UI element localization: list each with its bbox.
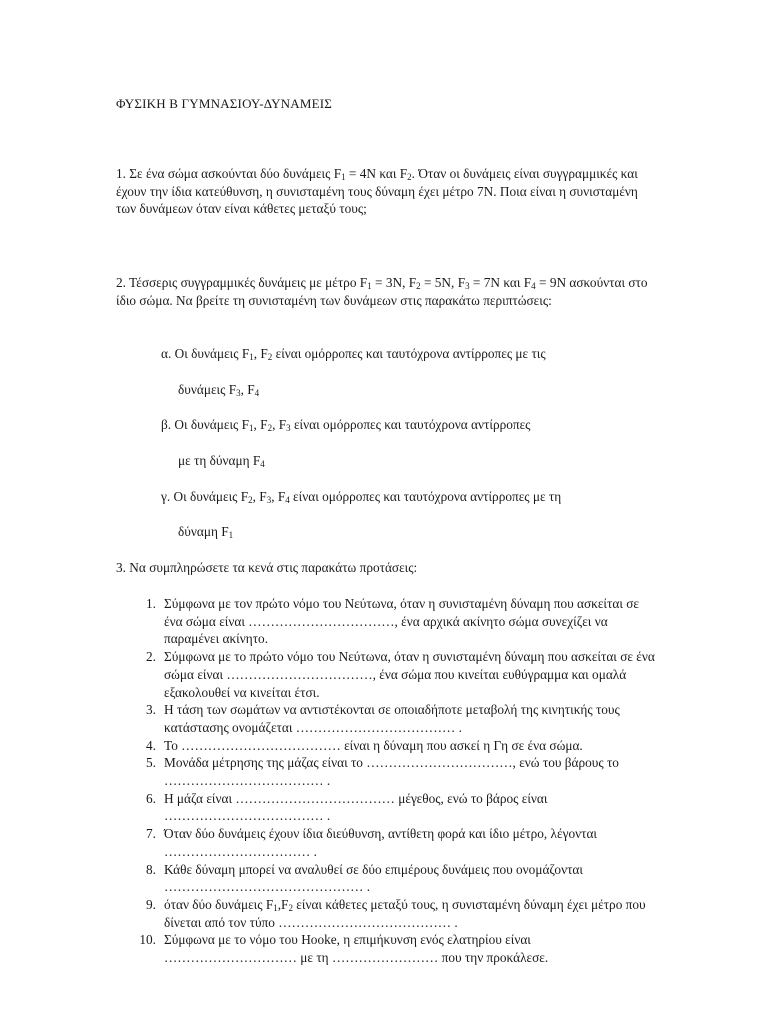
list-item: 2. Σύμφωνα με το πρώτο νόμο του Νεύτωνα, όταν η συνισταμένη δύναμη που ασκείται σε ένα σώμα είναι ……………………………, ένα σώμα που κινείται ευθύγραμμα και ομαλά εξακολουθεί να κινείται έτσι.	[146, 649, 655, 700]
question-3-heading: 3. Να συμπληρώσετε τα κενά στις παρακάτω προτάσεις:	[116, 560, 418, 575]
list-item: 3. Η τάση των σωμάτων να αντιστέκονται σε οποιαδήποτε μεταβολή της κινητικής τους κατάστασης ονομάζεται ……………………………… .	[146, 702, 620, 735]
case-b-line1: β. Οι δυνάμεις $F_1$, $F_2$, $F_3$ είναι ομόρροπες και ταυτόχρονα αντίρροπες	[161, 417, 531, 433]
case-a-line2: δυνάμεις $F_3$, $F_4$	[178, 382, 260, 398]
list-item: 4. Το ……………………………… είναι η δύναμη που ασκεί η Γη σε ένα σώμα.	[146, 737, 583, 753]
list-item: 7. Όταν δύο δυνάμεις έχουν ίδια διεύθυνση, αντίθετη φορά και ίδιο μέτρο, λέγονται …………………………… .	[146, 826, 598, 859]
list-item: 8. Κάθε δύναμη μπορεί να αναλυθεί σε δύο επιμέρους δυνάμεις που ονομάζονται ……………………………………… .	[146, 861, 583, 895]
case-b-line2: με τη δύναμη $F_4$	[178, 453, 265, 469]
question-2: 2. Τέσσερις συγγραμμικές δυνάμεις με μέτρο $F_1 = 3N$, $F_2 = 5N$, $F_3 = 7N$ και $F_4 = 9N$ ασκούνται στο ίδιο σώμα. Να βρείτε τη συνισταμένη των δυνάμεων στις παρακάτω περιπτώσεις:	[116, 275, 648, 308]
case-a-line1: α. Οι δυνάμεις $F_1$, $F_2$ είναι ομόρροπες και ταυτόχρονα αντίρροπες με τις	[161, 346, 546, 362]
fill-in-list	[136, 595, 656, 967]
list-item: 6. Η μάζα είναι ……………………………… μέγεθος, ενώ το βάρος είναι ……………………………… .	[146, 790, 548, 824]
case-c-line2: δύναμη $F_1$	[178, 524, 234, 540]
case-c-line1: γ. Οι δυνάμεις $F_2$, $F_3$, $F_4$ είναι ομόρροπες και ταυτόχρονα αντίρροπες με τη	[161, 489, 562, 505]
list-item: 5. Μονάδα μέτρησης της μάζας είναι το ……………………………, ενώ του βάρους το ……………………………… .	[146, 755, 619, 789]
page-title: ΦΥΣΙΚΗ Β ΓΥΜΝΑΣΙΟΥ-ΔΥΝΑΜΕΙΣ	[116, 96, 333, 111]
list-item: 1. Σύμφωνα με τον πρώτο νόμο του Νεύτωνα, όταν η συνισταμένη δύναμη που ασκείται σε ένα σώμα είναι ……………………………, ένα αρχικά ακίνητο σώμα συνεχίζει να παραμένει ακίνητο.	[146, 596, 639, 647]
list-item: 10. Σύμφωνα με το νόμο του Hooke, η επιμήκυνση ενός ελατηρίου είναι ………………………… με τη …………………… που την προκάλεσε.	[139, 932, 549, 966]
list-item: 9. όταν δύο δυνάμεις $F_1,F_2$ είναι κάθετες μεταξύ τους, η συνισταμένη δύναμη έχει μέτρο που δίνεται από τον τύπο ………………………………… .	[146, 896, 646, 930]
question-1: 1. Σε ένα σώμα ασκούνται δύο δυνάμεις $F_1 = 4N$ και $F_2$. Όταν οι δυνάμεις είναι συγγραμμικές και έχουν την ίδια κατεύθυνση, η συνισταμένη τους δύναμη έχει μέτρο 7N. Ποια είναι η συνισταμένη των δυνάμεων όταν είναι κάθετες μεταξύ τους;	[116, 166, 638, 216]
